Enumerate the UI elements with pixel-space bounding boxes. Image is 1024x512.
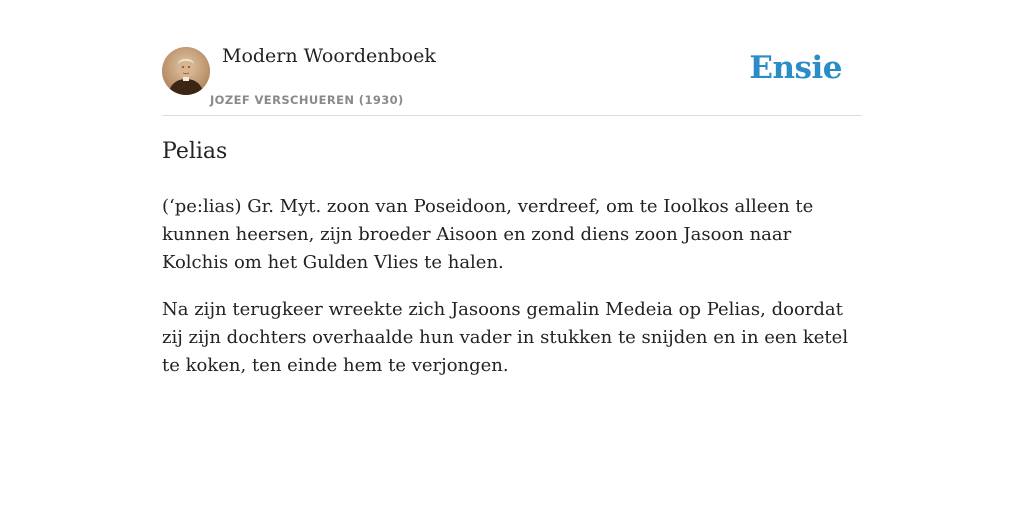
author-portrait-icon [162, 47, 210, 95]
ensie-logo[interactable]: Ensie [749, 50, 842, 86]
source-header [162, 40, 862, 116]
author-avatar[interactable] [162, 47, 210, 95]
source-title[interactable]: Modern Woordenboek [222, 45, 436, 67]
entry-paragraph: (‘pe:lias) Gr. Myt. zoon van Poseidoon, verdreef, om te Ioolkos alleen te kunnen heersen, zijn broeder Aisoon en zond diens zoon Jasoon naar Kolchis om het Gulden Vlies te halen. [162, 196, 814, 273]
source-author: JOZEF VERSCHUEREN (1930) [210, 93, 404, 107]
entry-body [162, 193, 862, 399]
entry-paragraph: Na zijn terugkeer wreekte zich Jasoons gemalin Medeia op Pelias, doordat zij zijn dochters overhaalde hun vader in stukken te snijden en in een ketel te koken, ten einde hem te verjongen. [162, 299, 849, 376]
entry-title: Pelias [162, 139, 228, 164]
